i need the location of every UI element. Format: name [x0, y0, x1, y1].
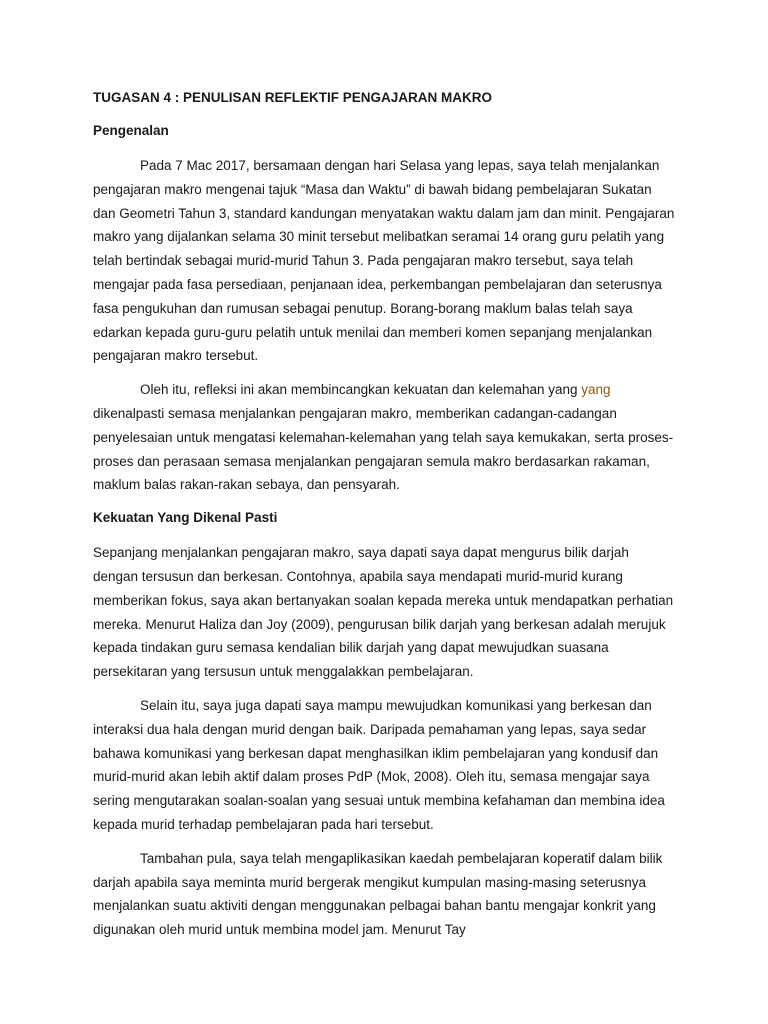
paragraph-strengths-1: Sepanjang menjalankan pengajaran makro, saya dapati saya dapat mengurus bilik darjah dengan tersusun dan berkesan. Contohnya, apabila saya mendapati murid-murid kurang memberikan fokus, saya akan bertanyakan soalan kepada mereka untuk mendapatkan perhatian mereka. Menurut Haliza dan Joy (2009), pengurusan bilik darjah yang berkesan adalah merujuk kepada tindakan guru semasa kendalian bilik darjah yang dapat mewujudkan suasana persekitaran yang tersusun untuk menggalakkan pembelajaran.	[93, 545, 674, 680]
paragraph-strengths-3: Tambahan pula, saya telah mengaplikasikan kaedah pembelajaran koperatif dalam bilik darjah apabila saya meminta murid bergerak mengikut kumpulan masing-masing seterusnya menjalankan suatu aktiviti dengan menggunakan pelbagai bahan bantu mengajar konkrit yang digunakan oleh murid untuk membina model jam. Menurut Tay	[93, 850, 663, 938]
paragraph-strengths-2: Selain itu, saya juga dapati saya mampu mewujudkan komunikasi yang berkesan dan interaksi dua hala dengan murid dengan baik. Daripada pemahaman yang lepas, saya sedar bahawa komunikasi yang berkesan dapat menghasilkan iklim pembelajaran yang kondusif dan murid-murid akan lebih aktif dalam proses PdP (Mok, 2008). Oleh itu, semasa mengajar saya sering mengutarakan soalan-soalan yang sesuai untuk membina kefahaman dan membina idea kepada murid terhadap pembelajaran pada hari tersebut.	[93, 697, 665, 832]
paragraph-intro-1: Pada 7 Mac 2017, bersamaan dengan hari Selasa yang lepas, saya telah menjalankan pengajaran makro mengenai tajuk “Masa dan Waktu” di bawah bidang pembelajaran Sukatan dan Geometri Tahun 3, standard kandungan menyatakan waktu dalam jam dan minit. Pengajaran makro yang dijalankan selama 30 minit tersebut melibatkan seramai 14 orang guru pelatih yang telah bertindak sebagai murid-murid Tahun 3. Pada pengajaran makro tersebut, saya telah mengajar pada fasa persediaan, penjanaan idea, perkembangan pembelajaran dan seterusnya fasa pengukuhan dan rumusan sebagai penutup. Borang-borang maklum balas telah saya edarkan kepada guru-guru pelatih untuk menilai dan memberi komen sepanjang menjalankan pengajaran makro tersebut.	[93, 158, 675, 364]
highlighted-word: yang	[581, 382, 611, 398]
section-heading-pengenalan: Pengenalan	[93, 123, 169, 138]
section-heading-kekuatan: Kekuatan Yang Dikenal Pasti	[93, 510, 278, 526]
paragraph-intro-2	[93, 378, 675, 497]
document-title: TUGASAN 4 : PENULISAN REFLEKTIF PENGAJARAN MAKRO	[93, 90, 493, 105]
document-page	[93, 88, 675, 942]
paragraph-intro-2-part-2: dikenalpasti semasa menjalankan pengajaran makro, memberikan cadangan-cadangan penyelesaian untuk mengatasi kelemahan-kelemahan yang telah saya kemukakan, serta proses-proses dan perasaan semasa menjalankan pengajaran semula makro berdasarkan rakaman, maklum balas rakan-rakan sebaya, dan pensyarah.	[93, 405, 674, 493]
paragraph-intro-2-part-1: Oleh itu, refleksi ini akan membincangkan kekuatan dan kelemahan yang	[140, 382, 582, 398]
